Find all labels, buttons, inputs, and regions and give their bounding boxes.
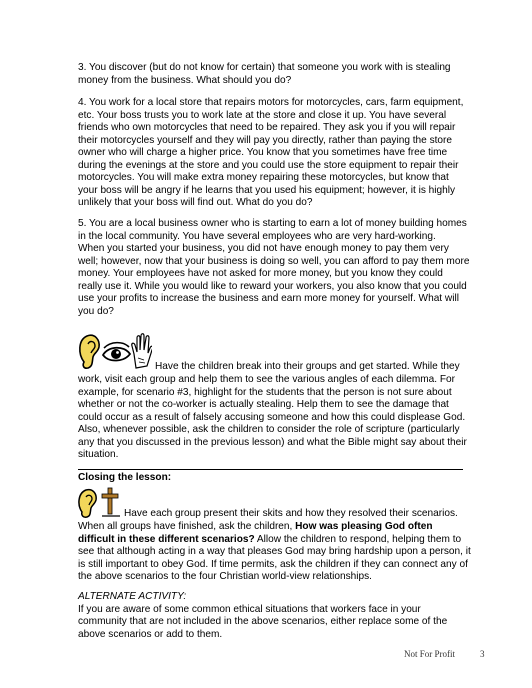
text-line [78,534,488,547]
text-line: etc. Your boss trusts you to work late at the store and close it up. You have several [78,109,447,121]
text-line: see that although acting in a way that pleases God may bring hardship upon a person, it [78,546,471,557]
text-line: above scenarios or add to them. [78,628,223,640]
ear-icon [79,490,96,518]
hand-icon [132,334,152,368]
text-line: use your profits to increase the business and earn more money for yourself. What will [78,293,459,304]
text-line: Have each group present their skits and how they resolved their scenarios. [124,508,458,519]
text-line: situation. [78,449,119,460]
text-line: could occur as a result of falsely accusing someone and how this could displease God. [78,411,466,423]
text-line: When you started your business, you did not have enough money to pay them very [78,243,449,254]
text-line: 4. You work for a local store that repairs motors for motorcycles, cars, farm equipment, [78,97,464,108]
activity-first-line [155,361,485,374]
text-line: their motorcycles yourself and they will pay you directly, rather than paying the store [78,134,453,146]
closing-heading [78,472,488,485]
text-line: your boss will be angry if he learns that you used his equipment; however, it is highly [78,184,456,196]
activity-instructions [78,374,488,462]
text-line: example, for scenario #3, highlight for the students that the person is not sure about [78,386,452,398]
text-line: you do? [78,305,114,317]
text-line: community that are not included in the above scenarios, either replace some of the [78,616,448,627]
question-emphasis: How was pleasing God often [295,521,433,532]
text-line: Also, whenever possible, ask the children to consider the role of scripture (particularly [78,424,460,435]
scenario-5 [78,218,488,318]
scenario-3 [78,62,488,87]
scenario-4 [78,97,488,210]
question-emphasis: difficult in these different scenarios? [78,533,255,545]
text-line: If you are aware of some common ethical situations that workers face in your [78,603,421,615]
closing-instructions [78,521,488,584]
text-line: whether or not the co-worker is actually stealing. Help them to see the damage that [78,399,449,410]
closing-title: Closing the lesson: [78,472,172,483]
text-line: money from the business. What should you do? [78,74,292,86]
text-line: friends who own motorcycles that need to be repaired. They ask you if you will repair [78,122,456,133]
closing-first-line [124,508,489,521]
text-line: any that you discussed in the previous lesson) and what the Bible might say about their [78,436,467,448]
text-line: motorcycles. You will make extra money repairing these motorcycles, but know that [78,172,449,183]
text-line: 3. You discover (but do not know for certain) that someone you work with is stealing [78,62,451,73]
text-line: owner who will charge a higher price. You know that you sometimes have free time [78,147,448,158]
text-line: during the evenings at the store and you could use the store equipment to repair their [78,159,459,171]
text-line: work, visit each group and help them to see the various angles of each dilemma. For [78,374,456,385]
page-number: 3 [480,649,485,659]
cross-icon [102,488,120,516]
text-line: is still important to obey God. If time permits, ask the children if they can connect any of [78,558,468,570]
closing-icons [76,486,126,520]
footer-label: Not For Profit [404,649,456,659]
text-line: well; however, now that your business is doing so well, you can afford to pay them more [78,255,470,267]
activity-icons [76,332,152,374]
eye-icon [103,343,130,361]
text-line: Have the children break into their groups and get started. While they [155,361,460,372]
alternate-heading: ALTERNATE ACTIVITY: [78,591,187,602]
text-line: unlikely that your boss will find out. What do you do? [78,197,313,208]
text-run: When all groups have finished, ask the children, [78,521,296,532]
alternate-activity [78,591,488,641]
text-line: the above scenarios to the four Christian world-view relationships. [78,571,372,582]
text-line: 5. You are a local business owner who is starting to earn a lot of money building homes [78,218,467,229]
text-line: money. Your employees have not asked for more money, but you know they could [78,268,443,279]
text-line [78,521,488,534]
text-line: in the local community. You have several employees who are very hard-working. [78,230,436,242]
text-run: Allow the children to respond, helping them to [254,533,462,545]
section-divider [78,469,463,470]
text-line: really use it. While you would like to reward your workers, you also know that you could [78,280,467,292]
ear-icon [80,335,99,368]
